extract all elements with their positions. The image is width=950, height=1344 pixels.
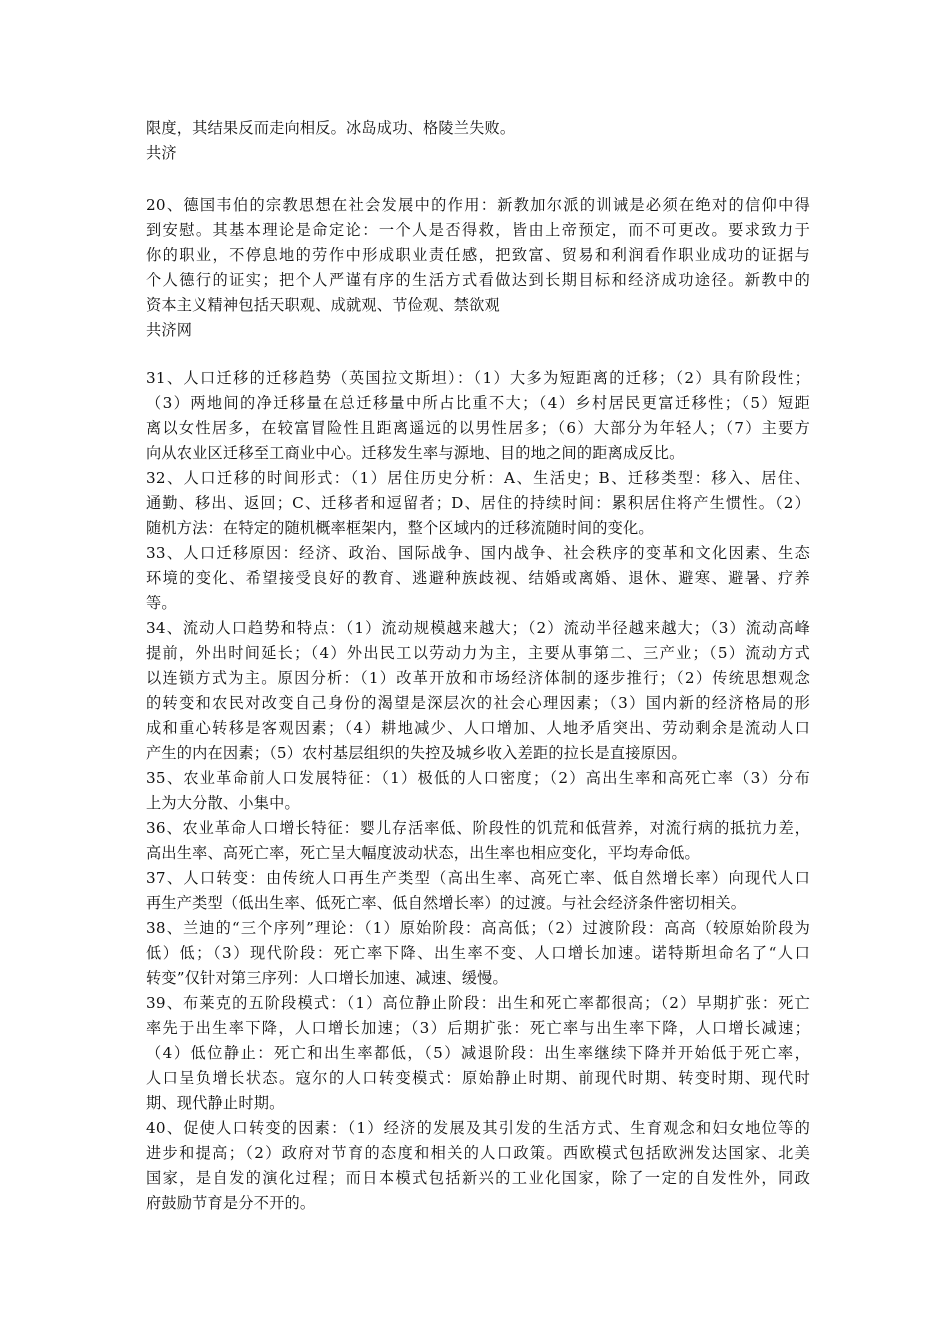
text-line: 离以女性居多，在较富冒险性且距离遥远的以男性居多；（6）大部分为年轻人；（7）主要方 — [146, 419, 810, 437]
text-line: 36、农业革命人口增长特征：婴儿存活率低、阶段性的饥荒和低营养，对流行病的抵抗力差， — [146, 819, 810, 837]
text-line: （3）两地间的净迁移量在总迁移量中所占比重不大；（4）乡村居民更富迁移性；（5）短距 — [146, 394, 810, 412]
text-line: 随机方法：在特定的随机概率框架内，整个区域内的迁移流随时间的变化。 — [146, 519, 654, 537]
text-line: 31、人口迁移的迁移趋势（英国拉文斯坦）：（1）大多为短距离的迁移；（2）具有阶段性； — [146, 369, 810, 387]
text-line: 个人德行的证实；把个人严谨有序的生活方式看做达到长期目标和经济成功途径。新教中的 — [146, 271, 810, 289]
text-line: 上为大分散、小集中。 — [146, 794, 300, 812]
text-line: 你的职业，不停息地的劳作中形成职业责任感，把致富、贸易和利润看作职业成功的证据与 — [146, 246, 810, 264]
text-line: 通勤、移出、返回；C、迁移者和逗留者；D、居住的持续时间：累积居住将产生惯性。（2） — [146, 494, 810, 512]
text-line: 高出生率、高死亡率，死亡呈大幅度波动状态，出生率也相应变化，平均寿命低。 — [146, 844, 700, 862]
text-line: 共济网 — [146, 321, 193, 339]
text-line: 到安慰。其基本理论是命定论：一个人是否得救，皆由上帝预定，而不可更改。要求致力于 — [146, 221, 810, 239]
text-line: 进步和提高；（2）政府对节育的态度和相关的人口政策。西欧模式包括欧洲发达国家、北美 — [146, 1144, 810, 1162]
text-line: 39、布莱克的五阶段模式：（1）高位静止阶段：出生和死亡率都很高；（2）早期扩张：死亡 — [146, 994, 810, 1012]
text-line: 成和重心转移是客观因素；（4）耕地减少、人口增加、人地矛盾突出、劳动剩余是流动人口 — [146, 719, 810, 737]
text-line: 35、农业革命前人口发展特征：（1）极低的人口密度；（2）高出生率和高死亡率（3）分布 — [146, 769, 810, 787]
text-line: 32、人口迁移的时间形式：（1）居住历史分析：A、生活史；B、迁移类型：移入、居住、 — [146, 469, 810, 487]
text-line: 40、促使人口转变的因素：（1）经济的发展及其引发的生活方式、生育观念和妇女地位等的 — [146, 1119, 810, 1137]
text-line: 以连锁方式为主。原因分析：（1）改革开放和市场经济体制的逐步推行；（2）传统思想观念 — [146, 669, 810, 687]
text-line: 低）低；（3）现代阶段：死亡率下降、出生率不变、人口增长加速。诺特斯坦命名了“人口 — [146, 944, 810, 962]
text-line: 期、现代静止时期。 — [146, 1094, 285, 1112]
text-line: 率先于出生率下降，人口增长加速；（3）后期扩张：死亡率与出生率下降，人口增长减速； — [146, 1019, 810, 1037]
text-line: 共济 — [146, 144, 177, 162]
text-line: 人口呈负增长状态。寇尔的人口转变模式：原始静止时期、前现代时期、转变时期、现代时 — [146, 1069, 810, 1087]
text-line: 34、流动人口趋势和特点：（1）流动规模越来越大；（2）流动半径越来越大；（3）流动高峰 — [146, 619, 810, 637]
text-line: （4）低位静止：死亡和出生率都低，（5）减退阶段：出生率继续下降并开始低于死亡率， — [146, 1044, 810, 1062]
text-line: 33、人口迁移原因：经济、政治、国际战争、国内战争、社会秩序的变革和文化因素、生态 — [146, 544, 810, 562]
text-line: 的转变和农民对改变自己身份的渴望是深层次的社会心理因素；（3）国内新的经济格局的形 — [146, 694, 810, 712]
text-line: 转变”仅针对第三序列：人口增长加速、减速、缓慢。 — [146, 969, 508, 987]
text-line: 再生产类型（低出生率、低死亡率、低自然增长率）的过渡。与社会经济条件密切相关。 — [146, 894, 747, 912]
text-line: 国家，是自发的演化过程；而日本模式包括新兴的工业化国家，除了一定的自发性外，同政 — [146, 1169, 810, 1187]
text-line: 环境的变化、希望接受良好的教育、逃避种族歧视、结婚或离婚、退休、避寒、避暑、疗养 — [146, 569, 810, 587]
text-line: 府鼓励节育是分不开的。 — [146, 1194, 316, 1212]
text-line: 向从农业区迁移至工商业中心。迁移发生率与源地、目的地之间的距离成反比。 — [146, 444, 685, 462]
text-line: 等。 — [146, 594, 177, 612]
text-line: 资本主义精神包括天职观、成就观、节俭观、禁欲观 — [146, 296, 500, 314]
text-line: 37、人口转变：由传统人口再生产类型（高出生率、高死亡率、低自然增长率）向现代人口 — [146, 869, 810, 887]
text-line: 产生的内在因素；（5）农村基层组织的失控及城乡收入差距的拉长是直接原因。 — [146, 744, 687, 762]
text-line: 38、兰迪的“三个序列”理论：（1）原始阶段：高高低；（2）过渡阶段：高高（较原始阶段为 — [146, 919, 810, 937]
text-line: 限度，其结果反而走向相反。冰岛成功、格陵兰失败。 — [146, 119, 516, 137]
text-line: 提前，外出时间延长；（4）外出民工以劳动力为主，主要从事第二、三产业；（5）流动方式 — [146, 644, 810, 662]
text-line: 20、德国韦伯的宗教思想在社会发展中的作用：新教加尔派的训诫是必须在绝对的信仰中得 — [146, 196, 810, 214]
